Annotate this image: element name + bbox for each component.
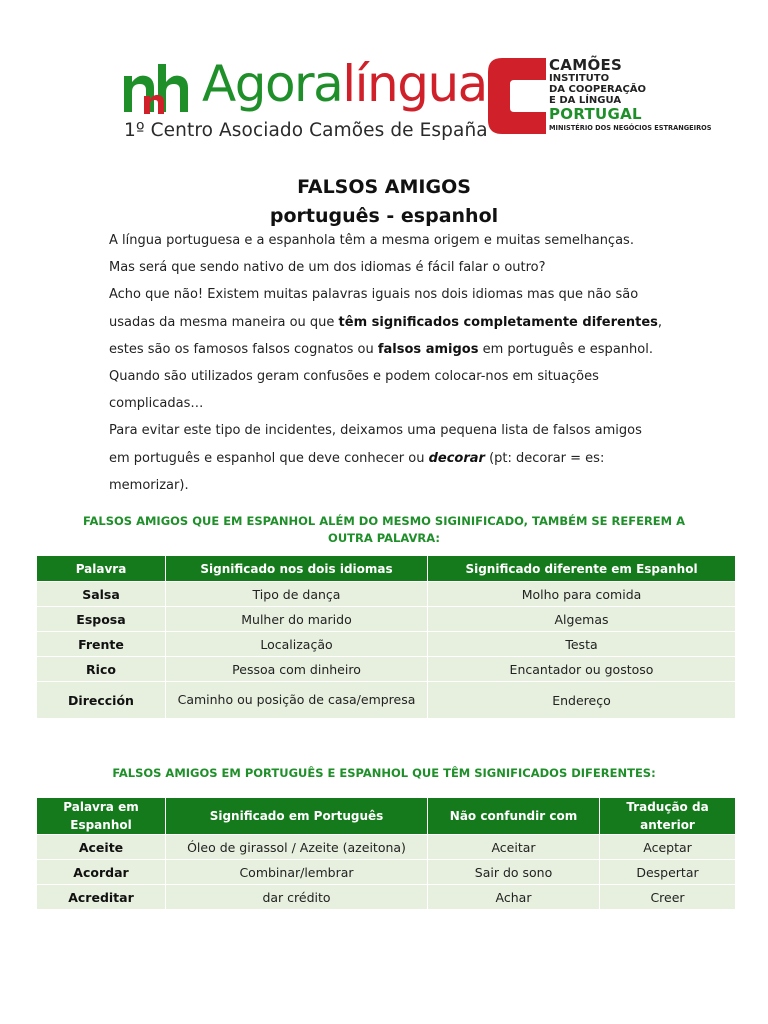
intro-line: complicadas… xyxy=(109,396,204,412)
intro-line xyxy=(109,312,669,339)
table-row xyxy=(37,631,735,656)
section1-heading: FALSOS AMIGOS QUE EM ESPANHOL ALÉM DO MESMO SIGINIFICADO, TAMBÉM SE REFEREM A OUTRA PALAVRA: xyxy=(82,514,686,545)
intro-emphasis: têm significados completamente diferentes xyxy=(338,314,658,330)
section2-table xyxy=(37,798,735,909)
table-cell: Caminho ou posição de casa/empresa xyxy=(166,681,428,718)
section2-heading: FALSOS AMIGOS EM PORTUGUÊS E ESPANHOL QUE TÊM SIGNIFICADOS DIFERENTES: xyxy=(112,766,656,780)
table-cell: Rico xyxy=(37,656,166,681)
camoes-line2: DA COOPERAÇÃO xyxy=(549,84,647,95)
intro-line: Acho que não! Existem muitas palavras iguais nos dois idiomas mas que não são xyxy=(109,287,639,303)
table-cell: Óleo de girassol / Azeite (azeitona) xyxy=(166,834,428,859)
table-cell: Dirección xyxy=(37,681,166,718)
table-header-row xyxy=(37,556,735,581)
table-cell: Combinar/lembrar xyxy=(166,859,428,884)
intro-text: usadas da mesma maneira ou que xyxy=(109,314,339,330)
camoes-name: CAMÕES xyxy=(549,56,623,74)
intro-line: Quando são utilizados geram confusões e podem colocar-nos em situações xyxy=(109,368,599,384)
table-cell: Sair do sono xyxy=(428,859,600,884)
page-header xyxy=(0,50,768,145)
table-cell: Creer xyxy=(600,884,735,909)
intro-line: Mas será que sendo nativo de um dos idiomas é fácil falar o outro? xyxy=(109,260,546,276)
page-subtitle: português - espanhol xyxy=(269,205,499,227)
section1-table xyxy=(37,556,735,718)
table-cell: Endereço xyxy=(428,681,735,718)
table-cell: dar crédito xyxy=(166,884,428,909)
agoralingua-subtitle: 1º Centro Asociado Camões de España xyxy=(124,120,488,141)
table-cell: Pessoa com dinheiro xyxy=(166,656,428,681)
camoes-ministry: MINISTÉRIO DOS NEGÓCIOS ESTRANGEIROS xyxy=(549,124,712,132)
intro-line xyxy=(109,339,669,366)
wordmark-agora: Agora xyxy=(202,55,343,113)
intro-text: estes são os famosos falsos cognatos ou xyxy=(109,341,378,357)
camoes-line1: INSTITUTO xyxy=(549,73,610,84)
camoes-c-icon xyxy=(488,58,546,134)
table-cell: Despertar xyxy=(600,859,735,884)
table-cell: Testa xyxy=(428,631,735,656)
column-header: Significado nos dois idiomas xyxy=(166,556,428,581)
table-cell: Aceite xyxy=(37,834,166,859)
column-header: Significado em Português xyxy=(166,798,428,834)
table-row xyxy=(37,681,735,718)
table-cell: Encantador ou gostoso xyxy=(428,656,735,681)
table-cell: Algemas xyxy=(428,606,735,631)
agoralingua-mark-icon xyxy=(122,62,194,114)
intro-paragraph xyxy=(109,230,669,502)
page-title: FALSOS AMIGOS xyxy=(297,176,471,198)
camoes-text xyxy=(549,56,712,133)
intro-line: Para evitar este tipo de incidentes, deixamos uma pequena lista de falsos amigos xyxy=(109,423,642,439)
intro-text: (pt: decorar = es: xyxy=(484,450,605,466)
intro-text: , xyxy=(657,314,663,330)
table-row xyxy=(37,834,735,859)
intro-text: em português e espanhol que deve conhecer ou xyxy=(109,450,429,466)
camoes-line3: E DA LÍNGUA xyxy=(549,95,622,106)
column-header: Não confundir com xyxy=(428,798,600,834)
table-cell: Aceitar xyxy=(428,834,600,859)
table-row xyxy=(37,859,735,884)
column-header: Significado diferente em Espanhol xyxy=(428,556,735,581)
table-cell: Achar xyxy=(428,884,600,909)
table-row xyxy=(37,581,735,606)
table-header-row xyxy=(37,798,735,834)
table-cell: Acordar xyxy=(37,859,166,884)
agoralingua-logo xyxy=(122,55,488,150)
intro-line: memorizar). xyxy=(109,477,189,493)
table-row xyxy=(37,656,735,681)
table-cell: Molho para comida xyxy=(428,581,735,606)
table-cell: Salsa xyxy=(37,581,166,606)
intro-emphasis: falsos amigos xyxy=(377,341,479,357)
agoralingua-wordmark xyxy=(202,54,487,114)
table-cell: Mulher do marido xyxy=(166,606,428,631)
table-cell: Acreditar xyxy=(37,884,166,909)
table-row xyxy=(37,606,735,631)
table-cell: Localização xyxy=(166,631,428,656)
column-header: Palavra xyxy=(37,556,166,581)
wordmark-lingua: língua xyxy=(342,55,487,113)
intro-text: em português e espanhol. xyxy=(478,341,653,357)
table-cell: Tipo de dança xyxy=(166,581,428,606)
intro-line xyxy=(109,448,669,475)
camoes-country: PORTUGAL xyxy=(549,105,642,123)
intro-emphasis: decorar xyxy=(428,450,485,466)
table-cell: Esposa xyxy=(37,606,166,631)
table-row xyxy=(37,884,735,909)
column-header: Palavra em Espanhol xyxy=(37,798,166,834)
intro-line: A língua portuguesa e a espanhola têm a mesma origem e muitas semelhanças. xyxy=(109,233,634,248)
table-cell: Frente xyxy=(37,631,166,656)
table-cell: Aceptar xyxy=(600,834,735,859)
column-header: Tradução da anterior xyxy=(600,798,735,834)
camoes-logo xyxy=(488,56,712,140)
